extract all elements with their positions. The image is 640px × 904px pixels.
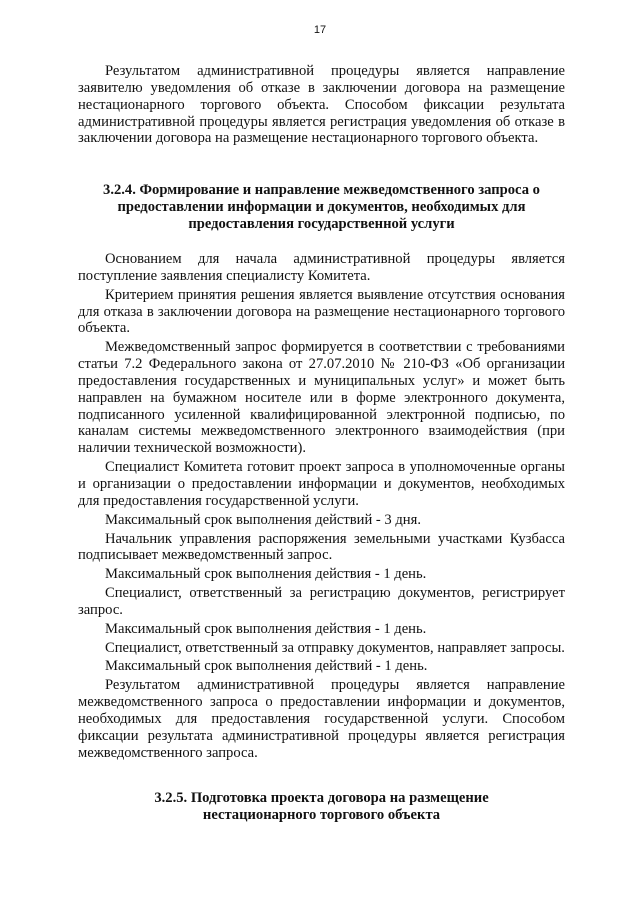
paragraph: Специалист Комитета готовит проект запроса в уполномоченные органы и организации о предоставлении информации и документов, необходимых для предоставления государственной услуги. (78, 459, 565, 509)
section-heading-line: предоставления государственной услуги (188, 216, 455, 232)
paragraph: Максимальный срок выполнения действия - 1 день. (105, 566, 427, 583)
section-heading-line: предоставлении информации и документов, необходимых для (117, 199, 526, 215)
paragraph: Специалист, ответственный за отправку документов, направляет запросы. (105, 639, 565, 656)
paragraph: Межведомственный запрос формируется в соответствии с требованиями статьи 7.2 Федерального закона от 27.07.2010 № 210-ФЗ «Об организации предоставления государственных и муниципальных услуг» и может быть направлен на бумажном носителе или в форме электронного документа, подписанного усиленной квалифицированной электронной подписью, по каналам системы межведомственного электронного взаимодействия (при наличии технической возможности). (78, 339, 565, 457)
paragraph-result-refusal: Результатом административной процедуры является направление заявителю уведомления об отказе в заключении договора на размещение нестационарного торгового объекта. Способом фиксации результата административной процедуры является регистрация уведомления об отказе в заключении договора на размещение нестационарного торгового объекта. (78, 63, 565, 147)
paragraph: Результатом административной процедуры является направление межведомственного запроса о предоставлении информации и документов, необходимых для предоставления государственной услуги. Способом фиксации результата административной процедуры является регистрация межведомственного запроса. (78, 677, 565, 761)
paragraph: Специалист, ответственный за регистрацию документов, регистрирует запрос. (78, 585, 565, 618)
paragraph: Основанием для начала административной процедуры является поступление заявления специалисту Комитета. (78, 251, 565, 284)
paragraph: Максимальный срок выполнения действий - 1 день. (105, 658, 428, 675)
paragraph-intro-block (78, 63, 565, 147)
section-heading-3-2-5 (78, 790, 565, 824)
section-body-3-2-4 (78, 251, 565, 761)
section-heading-line: 3.2.5. Подготовка проекта договора на размещение (154, 790, 489, 806)
paragraph: Начальник управления распоряжения земельными участками Кузбасса подписывает межведомственный запрос. (78, 530, 565, 564)
paragraph: Критерием принятия решения является выявление отсутствия основания для отказа в заключении договора на размещение нестационарного торгового объекта. (78, 286, 565, 337)
section-heading-line: нестационарного торгового объекта (202, 807, 441, 823)
page-number: 17 (313, 24, 327, 36)
paragraph: Максимальный срок выполнения действия - 1 день. (105, 620, 427, 637)
section-heading-3-2-4 (70, 182, 573, 233)
section-heading-line: 3.2.4. Формирование и направление межведомственного запроса о (103, 182, 540, 198)
paragraph: Максимальный срок выполнения действий - 3 дня. (105, 511, 421, 528)
